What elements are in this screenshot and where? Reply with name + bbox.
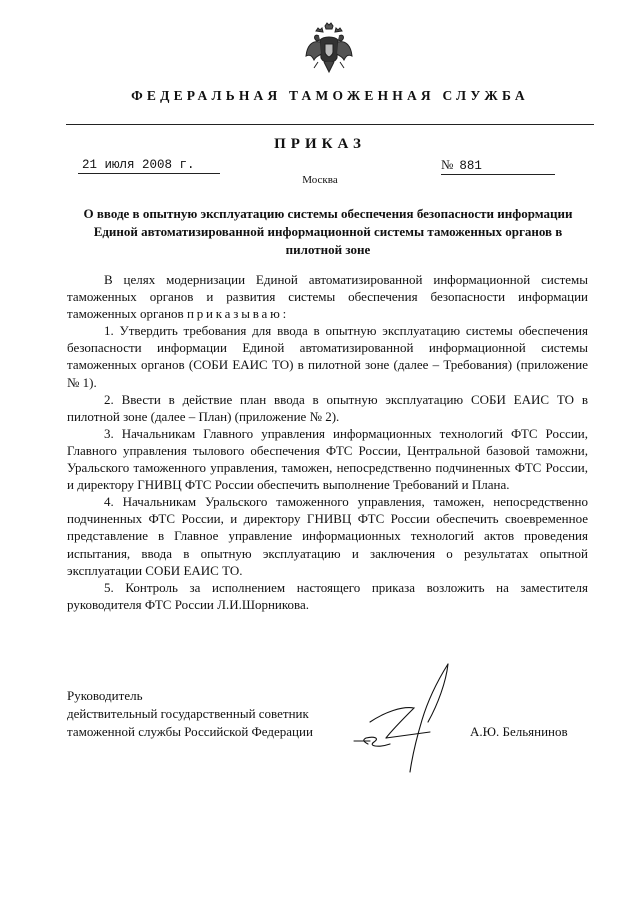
order-number-field — [441, 157, 555, 175]
number-sign: № — [441, 157, 454, 172]
signatory-position: Руководитель — [67, 688, 143, 703]
agency-name: ФЕДЕРАЛЬНАЯ ТАМОЖЕННАЯ СЛУЖБА — [131, 88, 529, 103]
issue-city: Москва — [302, 174, 338, 186]
order-item-1: 1. Утвердить требования для ввода в опытную эксплуатацию системы обеспечения безопасности информации Единой автоматизированной информационной системы таможенных органов (СОБИ ЕАИС ТО) в пилотной зоне (далее – Требования) (приложение № 1). — [67, 323, 588, 390]
signatory-rank-line-2: таможенной службы Российской Федерации — [67, 724, 313, 739]
order-number: 881 — [459, 159, 482, 173]
order-item-4: 4. Начальникам Уральского таможенного управления, таможен, непосредственно подчиненных ФТС России, и директору ГНИВЦ ФТС России обеспечить своевременное представление в Главное управление информационных технологий актов проведения испытания, ввода в опытную эксплуатацию и заключения о результатах опытной эксплуатации СОБИ ЕАИС ТО. — [67, 494, 588, 578]
signatory-name: А.Ю. Бельянинов — [470, 724, 568, 739]
order-body — [67, 271, 588, 613]
header-divider — [66, 124, 594, 125]
state-emblem-icon — [304, 22, 354, 78]
order-preamble — [67, 271, 588, 322]
preamble-text: В целях модернизации Единой автоматизированной информационной системы таможенных органов и развития системы обеспечения безопасности информации таможенных органов — [67, 272, 588, 322]
document-type-title: ПРИКАЗ — [274, 136, 366, 152]
order-item-5: 5. Контроль за исполнением настоящего приказа возложить на заместителя руководителя ФТС России Л.И.Шорникова. — [67, 579, 588, 612]
order-subject: О вводе в опытную эксплуатацию системы обеспечения безопасности информации Единой автоматизированной информационной системы таможенных органов в пилотной зоне — [83, 206, 573, 257]
handwritten-signature — [330, 660, 480, 775]
signatory-title-block — [67, 687, 367, 741]
order-item-3: 3. Начальникам Главного управления информационных технологий ФТС России, Главного управления тылового обеспечения ФТС России, Центральной базовой таможни, Уральского таможенного управления, таможен, непосредственно подчиненных ФТС России, и директору ГНИВЦ ФТС России обеспечить выполнение Требований и Плана. — [67, 425, 588, 493]
order-item-2: 2. Ввести в действие план ввода в опытную эксплуатацию СОБИ ЕАИС ТО в пилотной зоне (далее – План) (приложение № 2). — [67, 391, 588, 424]
order-date: 21 июля 2008 г. — [78, 157, 220, 174]
signatory-rank-line-1: действительный государственный советник — [67, 706, 309, 721]
order-word: приказываю: — [186, 306, 289, 322]
